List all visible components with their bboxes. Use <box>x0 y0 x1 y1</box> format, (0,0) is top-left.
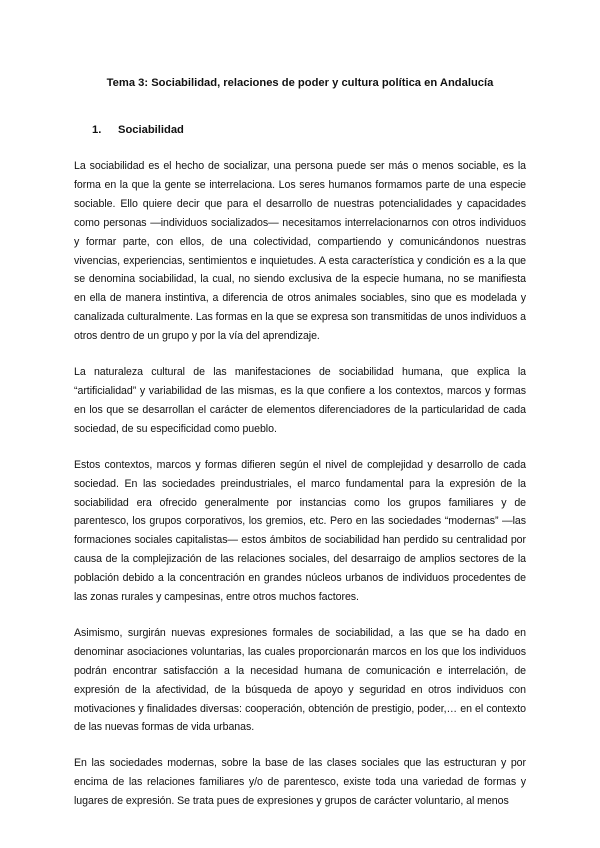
paragraph: En las sociedades modernas, sobre la base de las clases sociales que las estructuran y por encima de las relaciones familiares y/o de parentesco, existe toda una variedad de formas y lugares de expresión. Se trata pues de expresiones y grupos de carácter voluntario, al menos <box>74 757 526 808</box>
section-number: 1. <box>92 124 102 136</box>
paragraph: Asimismo, surgirán nuevas expresiones formales de sociabilidad, a las que se ha dado en denominar asociaciones voluntarias, las cuales proporcionarán marcos en los que los individuos podrán encontrar satisfacción a la necesidad humana de comunicación e interrelación, de expresión de la afectividad, de la búsqueda de apoyo y seguridad en otros individuos con motivaciones y finalidades diversas: cooperación, obtención de prestigio, poder,… en el contexto de las nuevas formas de vida urbanas. <box>74 626 526 734</box>
section-heading-text: Sociabilidad <box>118 124 184 136</box>
paragraph: Estos contextos, marcos y formas difieren según el nivel de complejidad y desarrollo de cada sociedad. En las sociedades preindustriales, el marco fundamental para la expresión de la sociabilidad era ofrecido generalmente por instancias como los grupos familiares y de parentesco, los grupos corporativos, los gremios, etc. Pero en las sociedades “modernas” —las formaciones sociales capitalistas— estos ámbitos de sociabilidad han perdido su centralidad por causa de la complejización de las relaciones sociales, del desarraigo de amplios sectores de la población debido a la concentración en grandes núcleos urbanos de individuos procedentes de las zonas rurales y campesinas, entre otros muchos factores. <box>74 458 526 604</box>
document-title: Tema 3: Sociabilidad, relaciones de poder y cultura política en Andalucía <box>106 77 494 89</box>
section-heading <box>92 123 184 137</box>
paragraph: La sociabilidad es el hecho de socializar, una persona puede ser más o menos sociable, es la forma en la que la gente se interrelaciona. Los seres humanos formamos parte de una especie sociable. Ello quiere decir que para el desarrollo de nuestras potencialidades y capacidades como personas —individuos socializados— necesitamos interrelacionarnos con otros individuos y formar parte, con ellos, de una colectividad, compartiendo y comunicándonos nuestras vivencias, experiencias, sentimientos e inquietudes. A esta característica y condición es a la que se denomina sociabilidad, la cual, no siendo exclusiva de la especie humana, no se manifiesta en ella de manera instintiva, a diferencia de otros animales sociables, sino que es modelada y canalizada culturalmente. Las formas en la que se expresa son transmitidas de unos individuos a otros dentro de un grupo y por la vía del aprendizaje. <box>74 160 526 343</box>
body-text <box>74 157 526 828</box>
paragraph: La naturaleza cultural de las manifestaciones de sociabilidad humana, que explica la “artificialidad” y variabilidad de las mismas, es la que confiere a los contextos, marcos y formas en los que se desarrollan el carácter de elementos diferenciadores de la particularidad de cada sociedad, de su especificidad como pueblo. <box>74 366 526 435</box>
